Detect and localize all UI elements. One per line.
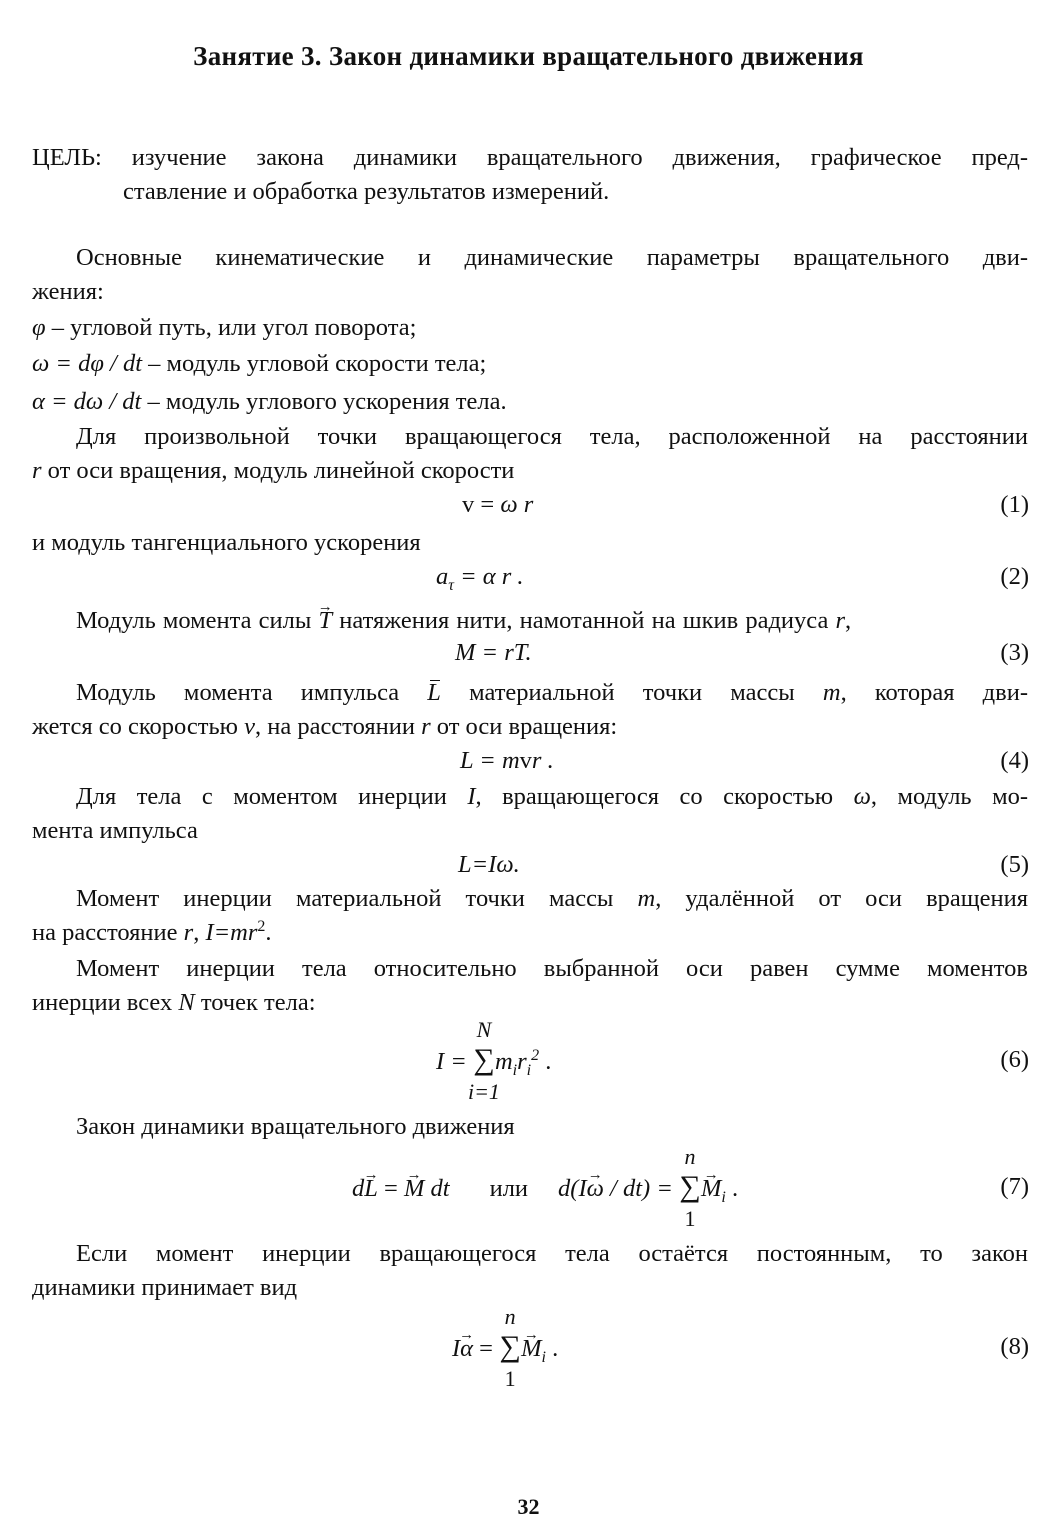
p6-sep: , — [193, 919, 206, 946]
eq7-end: . — [725, 1175, 739, 1202]
eq7-dt: dt — [424, 1175, 450, 1202]
eq1-rhs: ω r — [500, 491, 534, 518]
p4-l2a: жется со скоростью — [32, 713, 245, 740]
eq8-bottom: 1 — [504, 1366, 516, 1391]
p5-w: ω — [853, 783, 871, 810]
eq7-sum — [679, 1144, 701, 1231]
eq7-w: → ω — [587, 1174, 604, 1204]
equation-1-number: (1) — [1000, 491, 1029, 518]
equation-3: M = rT. — [455, 639, 532, 666]
eq7-d: d — [352, 1175, 365, 1202]
eq2-a: a — [436, 563, 449, 590]
p4-line-1 — [76, 678, 1028, 708]
eq7-eq: = — [377, 1175, 404, 1202]
eq8-a: → α — [460, 1334, 473, 1364]
p7-line-1: Момент инерции тела относительно выбранной оси равен сумме моментов — [76, 955, 1028, 982]
p6-r: r — [183, 919, 194, 946]
eq6-i2: i — [526, 1061, 532, 1079]
p3-end: , — [845, 607, 852, 634]
eq7-Mi: → M — [701, 1174, 721, 1204]
eq6-sum — [467, 1017, 500, 1104]
eq6-lhs: I = — [436, 1048, 473, 1075]
goal-text-2: ставление и обработка результатов измерений. — [123, 178, 610, 205]
p3-pre: Модуль момента силы — [76, 607, 319, 634]
eq6-r: r — [517, 1048, 527, 1075]
eq6-m: m — [494, 1048, 513, 1075]
p1-line-2-text: от оси вращения, модуль линейной скорости — [41, 457, 515, 484]
eq7-sigma: ∑ — [679, 1170, 701, 1203]
p4-post: материальной точки массы — [440, 679, 823, 706]
eq6-sigma: ∑ — [473, 1043, 495, 1076]
eq2-sub: τ — [448, 576, 454, 594]
p4-l2b: , на расстоянии — [254, 713, 422, 740]
eq1-v: v = — [462, 491, 501, 518]
p9-line-1: Если момент инерции вращающегося тела остаётся постоянным, то закон — [76, 1240, 1028, 1267]
p6-I: I=mr — [205, 919, 258, 946]
page-title: Занятие 3. Закон динамики вращательного движения — [193, 41, 864, 71]
p4-pre: Модуль момента импульса — [76, 679, 428, 706]
def-phi — [32, 313, 416, 343]
eq7-bottom: 1 — [684, 1206, 696, 1231]
equation-4-number: (4) — [1000, 747, 1029, 774]
def-omega-text: – модуль угловой скорости тела; — [142, 350, 487, 377]
def-alpha-symbol: α = dω / dt — [32, 388, 142, 415]
equation-6-number: (6) — [1000, 1046, 1029, 1073]
eq8-sigma: ∑ — [499, 1330, 521, 1363]
p5-I: I — [467, 783, 476, 810]
eq8-end: . — [546, 1335, 559, 1362]
p4-r: r — [421, 713, 431, 740]
eq2-rhs: = α r . — [453, 563, 524, 590]
p7-line-2 — [32, 988, 316, 1018]
def-phi-text: – угловой путь, или угол поворота; — [45, 314, 417, 341]
p3-post: натяжения нити, намотанной на шкив радиуса — [332, 607, 836, 634]
p4-v: v — [244, 713, 255, 740]
p4-L: L — [427, 679, 441, 706]
eq8-I: I — [452, 1335, 461, 1362]
def-omega-symbol: ω = dφ / dt — [32, 350, 142, 377]
eq8-sum — [499, 1304, 521, 1391]
p3-line — [76, 606, 851, 636]
equation-7 — [352, 1144, 739, 1231]
p5-mid: , вращающегося со скоростью — [475, 783, 854, 810]
p4-m: m — [822, 679, 841, 706]
eq6-exp: 2 — [531, 1046, 540, 1064]
def-alpha-text: – модуль углового ускорения тела. — [141, 388, 507, 415]
goal-line-1 — [32, 143, 1028, 173]
p4-line-2 — [32, 712, 617, 742]
p5-end: , модуль мо- — [870, 783, 1028, 810]
eq6-i1: i — [512, 1061, 518, 1079]
eq7-top: n — [684, 1144, 696, 1169]
equation-8 — [452, 1304, 559, 1391]
p6-dot: . — [265, 919, 272, 946]
eq6-top: N — [476, 1017, 492, 1042]
p4-l2c: от оси вращения: — [430, 713, 618, 740]
eq7-lhs2a: d(I — [558, 1175, 587, 1202]
eq8-eq: = — [473, 1335, 500, 1362]
eq4-v: v — [519, 747, 532, 774]
eq7-L: → L — [364, 1174, 378, 1204]
eq8-M: → M — [521, 1334, 541, 1364]
p6-exp: 2 — [257, 917, 266, 935]
def-alpha — [32, 387, 507, 417]
p8-line: Закон динамики вращательного движения — [76, 1113, 515, 1140]
eq6-end: . — [539, 1048, 552, 1075]
equation-3-number: (3) — [1000, 639, 1029, 666]
goal-text-1: изучение закона динамики вращательного движения, графическое пред- — [131, 144, 1029, 171]
equation-2 — [436, 562, 524, 592]
goal-label: ЦЕЛЬ: — [32, 144, 102, 171]
p7-line2b: точек тела: — [194, 989, 316, 1016]
eq4-r: r . — [531, 747, 554, 774]
eq7-or: или — [489, 1175, 529, 1202]
p6-line1a: Момент инерции материальной точки массы — [76, 885, 638, 912]
eq7-lhs2b: / dt) = — [603, 1175, 679, 1202]
equation-7-number: (7) — [1000, 1173, 1029, 1200]
p6-line-1 — [76, 884, 1028, 914]
equation-5-number: (5) — [1000, 851, 1029, 878]
page-number: 32 — [517, 1494, 540, 1519]
p3-r: r — [835, 607, 845, 634]
p6-m: m — [637, 885, 656, 912]
p5-line-1 — [76, 782, 1028, 812]
p6-line1b: , удалённой от оси вращения — [655, 885, 1028, 912]
equation-5: L=Iω. — [458, 851, 520, 878]
p6-line2a: на расстояние — [32, 919, 184, 946]
p9-line-2: динамики принимает вид — [32, 1274, 298, 1301]
eq6-bottom: i=1 — [467, 1079, 500, 1104]
p6-line-2 — [32, 918, 272, 948]
p1-line-2 — [32, 456, 514, 486]
p1-r: r — [32, 457, 42, 484]
def-omega — [32, 349, 486, 379]
equation-1 — [462, 490, 533, 520]
p4-end: , которая дви- — [840, 679, 1028, 706]
intro-line-1: Основные кинематические и динамические параметры вращательного дви- — [76, 244, 1028, 271]
eq4-L: L = m — [460, 747, 520, 774]
intro-line-2: жения: — [32, 278, 104, 305]
eq8-i: i — [541, 1348, 546, 1366]
p5-line-2: мента импульса — [32, 817, 198, 844]
equation-6 — [436, 1017, 552, 1104]
def-phi-symbol: φ — [32, 314, 46, 341]
eq7-M: → M — [404, 1174, 424, 1204]
equation-4 — [460, 746, 554, 776]
p5-pre: Для тела с моментом инерции — [76, 783, 468, 810]
p7-N: N — [178, 989, 195, 1016]
p2-line: и модуль тангенциального ускорения — [32, 529, 421, 556]
p3-T: → T — [318, 606, 332, 636]
eq7-i: i — [721, 1188, 726, 1206]
equation-2-number: (2) — [1000, 563, 1029, 590]
equation-8-number: (8) — [1000, 1333, 1029, 1360]
p1-line-1: Для произвольной точки вращающегося тела, расположенной на расстоянии — [76, 423, 1028, 450]
p7-line2a: инерции всех — [32, 989, 179, 1016]
eq8-top: n — [504, 1304, 516, 1329]
